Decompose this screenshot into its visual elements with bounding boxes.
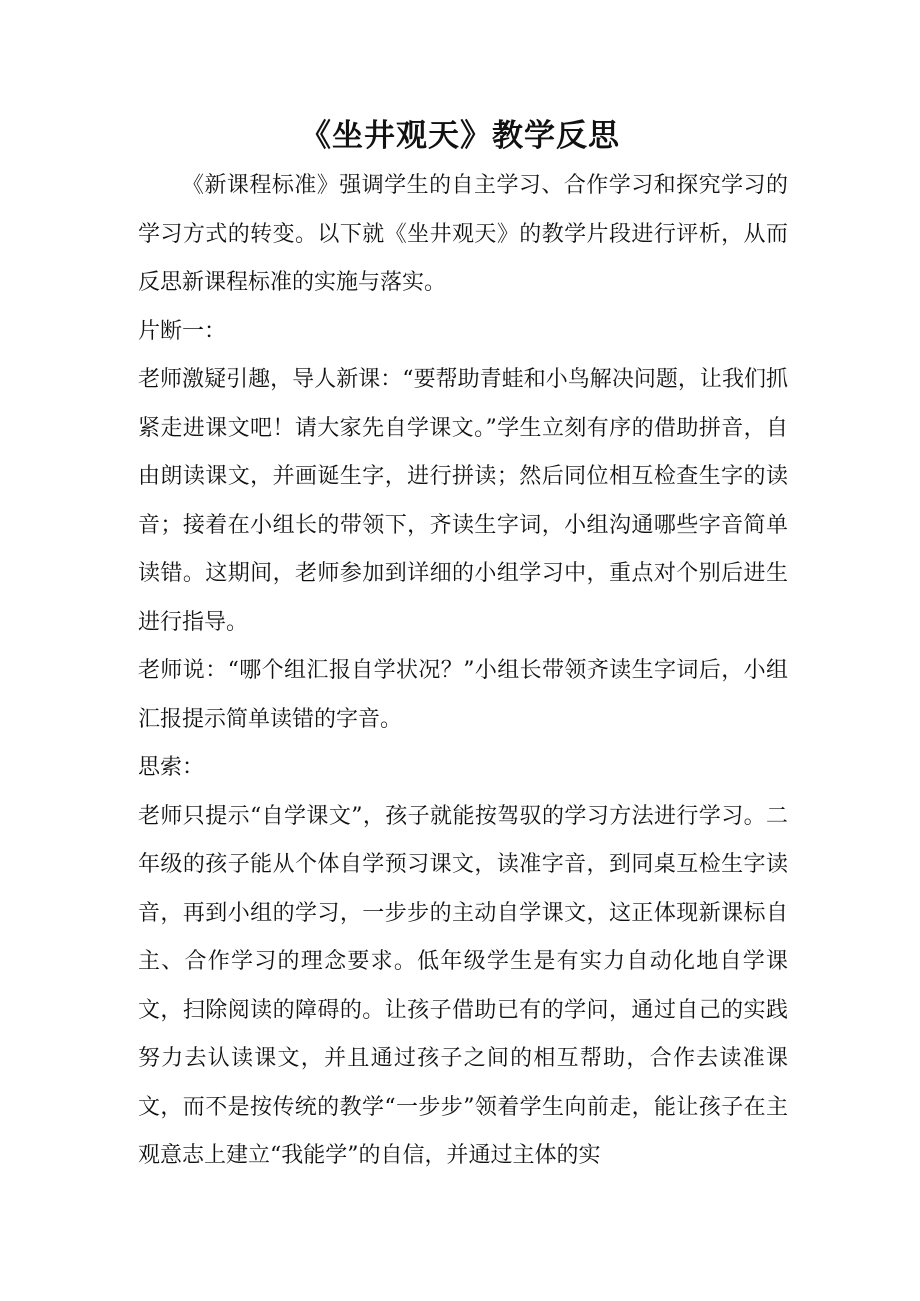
section-heading-fragment-one: 片断一：: [138, 318, 227, 344]
fragment-one-report-paragraph: 老师说：“哪个组汇报自学状况？”小组长带领齐读生字词后，小组汇报提示简单读错的字音。: [138, 658, 788, 732]
document-body: [138, 162, 788, 1181]
document-title: 《坐井观天》教学反思: [300, 118, 620, 154]
fragment-one-paragraph: 老师激疑引趣，导人新课：“要帮助青蛙和小鸟解决问题，让我们抓紧走进课文吧！请大家先自学课文。”学生立刻有序的借助拼音，自由朗读课文，并画诞生字，进行拼读；然后同位相互检查生字的读音；接着在小组长的带领下，齐读生字词，小组沟通哪些字音简单读错。这期间，老师参加到详细的小组学习中，重点对个别后进生进行指导。: [138, 367, 788, 635]
section-heading-reflection: 思索：: [138, 755, 205, 780]
intro-paragraph: 《新课程标准》强调学生的自主学习、合作学习和探究学习的学习方式的转变。以下就《坐井观天》的教学片段进行评析，从而反思新课程标准的实施与落实。: [138, 173, 788, 295]
reflection-paragraph: 老师只提示“自学课文”，孩子就能按驾驭的学习方法进行学习。二年级的孩子能从个体自学预习课文，读准字音，到同桌互检生字读音，再到小组的学习，一步步的主动自学课文，这正体现新课标自主、合作学习的理念要求。低年级学生是有实力自动化地自学课文，扫除阅读的障碍的。让孩子借助已有的学问，通过自己的实践努力去认读课文，并且通过孩子之间的相互帮助，合作去读准课文，而不是按传统的教学“一步步”领着学生向前走，能让孩子在主观意志上建立“我能学”的自信，并通过主体的实: [138, 803, 788, 1168]
